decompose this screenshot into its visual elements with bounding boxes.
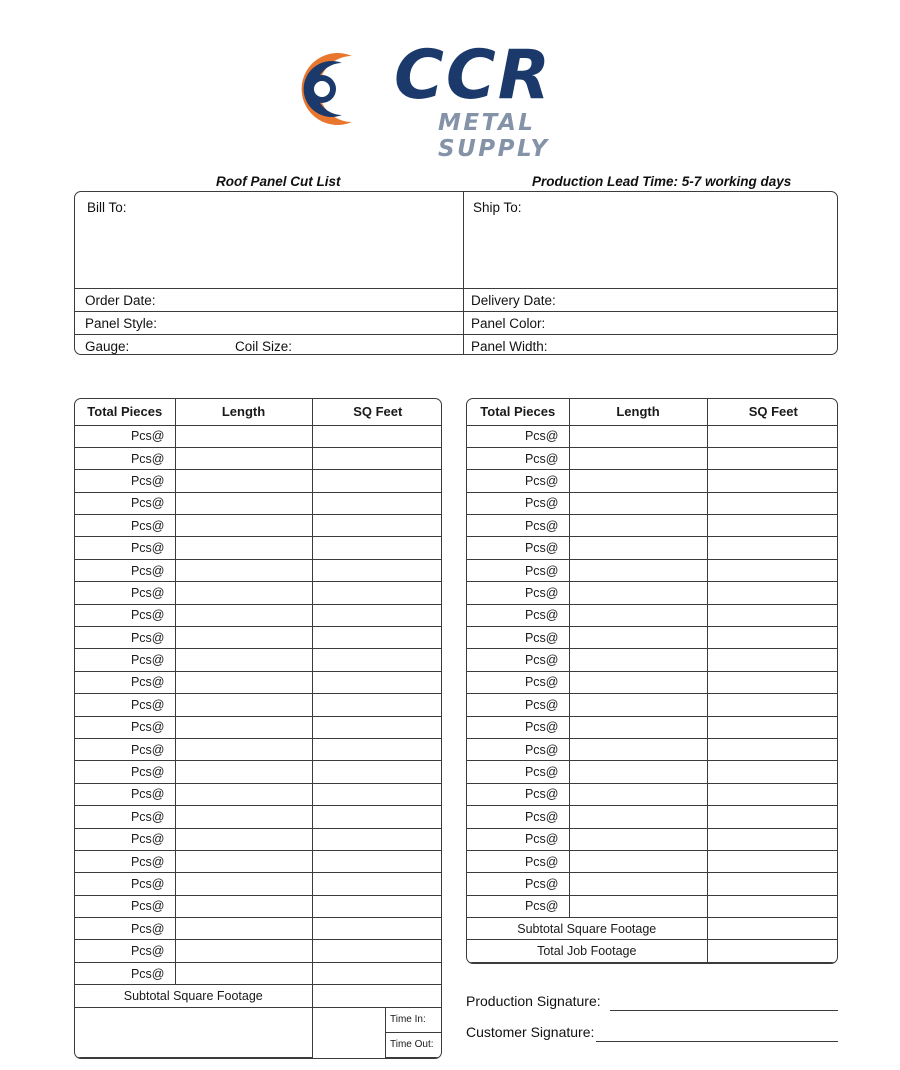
- row-pcs-label: Pcs@: [75, 806, 175, 828]
- row-length-cell[interactable]: [175, 918, 312, 940]
- row-pcs-label: Pcs@: [75, 940, 175, 962]
- row-pcs-label: Pcs@: [467, 582, 569, 604]
- row-pcs-label: Pcs@: [467, 447, 569, 469]
- row-pcs-label: Pcs@: [75, 447, 175, 469]
- row-pcs-label: Pcs@: [75, 873, 175, 895]
- table-row: [75, 716, 442, 738]
- row-pcs-label: Pcs@: [75, 425, 175, 447]
- row-length-cell[interactable]: [569, 582, 707, 604]
- col-sq-feet: SQ Feet: [707, 399, 838, 425]
- row-pcs-label: Pcs@: [75, 515, 175, 537]
- order-date-label: Order Date:: [85, 293, 156, 308]
- table-row: [467, 783, 838, 805]
- row-length-cell[interactable]: [175, 559, 312, 581]
- col-length: Length: [569, 399, 707, 425]
- row-length-cell[interactable]: [569, 515, 707, 537]
- row-sqfeet-cell[interactable]: [707, 492, 838, 514]
- row-pcs-label: Pcs@: [467, 470, 569, 492]
- table-row: [75, 783, 442, 805]
- time-stamp-box: [385, 1007, 442, 1058]
- table-row: [75, 873, 442, 895]
- info-divider-2: [75, 311, 838, 312]
- table-row: [467, 470, 838, 492]
- row-length-cell[interactable]: [569, 447, 707, 469]
- row-pcs-label: Pcs@: [75, 962, 175, 984]
- gauge-label: Gauge:: [85, 339, 130, 354]
- col-total-pieces: Total Pieces: [75, 399, 175, 425]
- row-length-cell[interactable]: [175, 582, 312, 604]
- row-pcs-label: Pcs@: [75, 492, 175, 514]
- row-sqfeet-cell[interactable]: [707, 671, 838, 693]
- table-row: [467, 627, 838, 649]
- panel-style-label: Panel Style:: [85, 316, 158, 331]
- row-pcs-label: Pcs@: [467, 604, 569, 626]
- table-row: [467, 604, 838, 626]
- row-length-cell[interactable]: [569, 783, 707, 805]
- row-length-cell[interactable]: [569, 828, 707, 850]
- total-row: [467, 940, 838, 962]
- row-sqfeet-cell[interactable]: [707, 627, 838, 649]
- row-length-cell[interactable]: [175, 627, 312, 649]
- delivery-date-label: Delivery Date:: [471, 293, 556, 308]
- col-total-pieces: Total Pieces: [467, 399, 569, 425]
- row-length-cell[interactable]: [175, 671, 312, 693]
- row-length-cell[interactable]: [569, 895, 707, 917]
- subtotal-row: [467, 918, 838, 940]
- row-sqfeet-cell[interactable]: [707, 694, 838, 716]
- row-sqfeet-cell[interactable]: [707, 582, 838, 604]
- row-length-cell[interactable]: [569, 806, 707, 828]
- row-sqfeet-cell[interactable]: [312, 806, 442, 828]
- table-row: [75, 761, 442, 783]
- row-length-cell[interactable]: [175, 761, 312, 783]
- table-row: [467, 425, 838, 447]
- subtotal-label: Subtotal Square Footage: [467, 918, 707, 940]
- table-row: [75, 537, 442, 559]
- row-sqfeet-cell[interactable]: [312, 918, 442, 940]
- production-signature-line[interactable]: [610, 1010, 838, 1011]
- time-out-label[interactable]: Time Out:: [386, 1032, 443, 1057]
- row-length-cell[interactable]: [175, 738, 312, 760]
- row-length-cell[interactable]: [175, 649, 312, 671]
- row-length-cell[interactable]: [569, 873, 707, 895]
- row-length-cell[interactable]: [175, 515, 312, 537]
- row-sqfeet-cell[interactable]: [707, 828, 838, 850]
- spacer-cell: [75, 1007, 312, 1057]
- row-sqfeet-cell[interactable]: [312, 940, 442, 962]
- logo-wordmark: [394, 36, 622, 162]
- row-length-cell[interactable]: [175, 828, 312, 850]
- row-length-cell[interactable]: [569, 694, 707, 716]
- row-length-cell[interactable]: [569, 716, 707, 738]
- row-length-cell[interactable]: [175, 850, 312, 872]
- subtotal-value-cell[interactable]: [312, 985, 442, 1007]
- row-pcs-label: Pcs@: [75, 828, 175, 850]
- table-row: [467, 761, 838, 783]
- info-divider-1: [75, 288, 838, 289]
- row-length-cell[interactable]: [569, 537, 707, 559]
- table-row: [75, 559, 442, 581]
- row-pcs-label: Pcs@: [467, 492, 569, 514]
- row-pcs-label: Pcs@: [467, 806, 569, 828]
- production-signature-label: Production Signature:: [466, 993, 601, 1009]
- col-sq-feet: SQ Feet: [312, 399, 442, 425]
- row-length-cell[interactable]: [175, 694, 312, 716]
- row-sqfeet-cell[interactable]: [707, 738, 838, 760]
- table-row: [75, 895, 442, 917]
- table-row: [75, 738, 442, 760]
- row-pcs-label: Pcs@: [75, 783, 175, 805]
- table-row: [75, 828, 442, 850]
- row-sqfeet-cell[interactable]: [312, 761, 442, 783]
- table-row: [467, 447, 838, 469]
- panel-width-label: Panel Width:: [471, 339, 548, 354]
- table-row: [75, 850, 442, 872]
- row-sqfeet-cell[interactable]: [312, 559, 442, 581]
- row-sqfeet-cell[interactable]: [312, 649, 442, 671]
- table-row: [75, 962, 442, 984]
- lead-time-note: Production Lead Time: 5-7 working days: [532, 174, 792, 189]
- row-pcs-label: Pcs@: [75, 649, 175, 671]
- customer-signature-line[interactable]: [596, 1041, 838, 1042]
- row-pcs-label: Pcs@: [467, 425, 569, 447]
- customer-info-box: [74, 191, 838, 355]
- row-length-cell[interactable]: [569, 604, 707, 626]
- row-sqfeet-cell[interactable]: [707, 470, 838, 492]
- row-length-cell[interactable]: [175, 940, 312, 962]
- row-pcs-label: Pcs@: [467, 783, 569, 805]
- table-header-row: [467, 399, 838, 425]
- row-pcs-label: Pcs@: [75, 716, 175, 738]
- row-length-cell[interactable]: [175, 604, 312, 626]
- coil-size-label: Coil Size:: [235, 339, 293, 354]
- logo-tagline: METAL SUPPLY: [438, 110, 550, 162]
- subtotal-value-cell[interactable]: [707, 918, 838, 940]
- table-row: [467, 895, 838, 917]
- cut-list-table-left: [74, 398, 442, 1059]
- row-length-cell[interactable]: [569, 492, 707, 514]
- table-row: [467, 694, 838, 716]
- row-pcs-label: Pcs@: [75, 627, 175, 649]
- total-label: Total Job Footage: [467, 940, 707, 962]
- row-sqfeet-cell[interactable]: [312, 515, 442, 537]
- total-value-cell[interactable]: [707, 940, 838, 962]
- table-row: [467, 671, 838, 693]
- subtotal-row: [75, 985, 442, 1007]
- row-pcs-label: Pcs@: [467, 716, 569, 738]
- row-length-cell[interactable]: [569, 559, 707, 581]
- row-pcs-label: Pcs@: [75, 918, 175, 940]
- row-length-cell[interactable]: [175, 962, 312, 984]
- row-pcs-label: Pcs@: [467, 761, 569, 783]
- row-sqfeet-cell[interactable]: [312, 447, 442, 469]
- row-pcs-label: Pcs@: [467, 850, 569, 872]
- row-sqfeet-cell[interactable]: [312, 582, 442, 604]
- row-pcs-label: Pcs@: [467, 738, 569, 760]
- row-sqfeet-cell[interactable]: [312, 604, 442, 626]
- time-in-label[interactable]: Time In:: [386, 1007, 443, 1032]
- row-length-cell[interactable]: [569, 738, 707, 760]
- row-pcs-label: Pcs@: [75, 895, 175, 917]
- table-row: [467, 649, 838, 671]
- row-sqfeet-cell[interactable]: [312, 783, 442, 805]
- table-row: [467, 537, 838, 559]
- row-length-cell[interactable]: [175, 783, 312, 805]
- table-row: [75, 940, 442, 962]
- row-length-cell[interactable]: [569, 627, 707, 649]
- row-pcs-label: Pcs@: [75, 582, 175, 604]
- row-sqfeet-cell[interactable]: [312, 425, 442, 447]
- row-pcs-label: Pcs@: [467, 694, 569, 716]
- table-row: [75, 582, 442, 604]
- row-pcs-label: Pcs@: [75, 604, 175, 626]
- row-pcs-label: Pcs@: [467, 828, 569, 850]
- table-row: [75, 918, 442, 940]
- row-sqfeet-cell[interactable]: [707, 515, 838, 537]
- row-pcs-label: Pcs@: [75, 850, 175, 872]
- row-sqfeet-cell[interactable]: [707, 537, 838, 559]
- row-pcs-label: Pcs@: [467, 559, 569, 581]
- row-pcs-label: Pcs@: [75, 470, 175, 492]
- table-row: [467, 806, 838, 828]
- row-sqfeet-cell[interactable]: [707, 716, 838, 738]
- ccr-swirl-logo: [282, 46, 378, 132]
- panel-color-label: Panel Color:: [471, 316, 546, 331]
- row-pcs-label: Pcs@: [467, 895, 569, 917]
- row-length-cell[interactable]: [569, 425, 707, 447]
- row-pcs-label: Pcs@: [467, 873, 569, 895]
- table-row: [75, 604, 442, 626]
- row-pcs-label: Pcs@: [467, 627, 569, 649]
- row-pcs-label: Pcs@: [75, 761, 175, 783]
- form-title: Roof Panel Cut List: [216, 174, 341, 189]
- row-length-cell[interactable]: [175, 492, 312, 514]
- table-row: [467, 828, 838, 850]
- row-length-cell[interactable]: [569, 649, 707, 671]
- row-length-cell[interactable]: [175, 895, 312, 917]
- ship-to-label: Ship To:: [473, 200, 522, 215]
- table-row: [75, 515, 442, 537]
- table-row: [75, 806, 442, 828]
- row-sqfeet-cell[interactable]: [312, 962, 442, 984]
- table-row: [467, 873, 838, 895]
- row-length-cell[interactable]: [175, 716, 312, 738]
- info-vertical-divider: [463, 192, 464, 355]
- row-sqfeet-cell[interactable]: [707, 806, 838, 828]
- row-pcs-label: Pcs@: [75, 537, 175, 559]
- row-pcs-label: Pcs@: [467, 649, 569, 671]
- table-row: [75, 492, 442, 514]
- table-row: [467, 850, 838, 872]
- table-row: [75, 694, 442, 716]
- row-pcs-label: Pcs@: [75, 738, 175, 760]
- company-logo: [282, 30, 622, 162]
- info-divider-3: [75, 334, 838, 335]
- customer-signature-label: Customer Signature:: [466, 1024, 595, 1040]
- row-sqfeet-cell[interactable]: [707, 447, 838, 469]
- bill-to-label: Bill To:: [87, 200, 127, 215]
- row-pcs-label: Pcs@: [467, 537, 569, 559]
- row-sqfeet-cell[interactable]: [707, 559, 838, 581]
- col-length: Length: [175, 399, 312, 425]
- table-header-row: [75, 399, 442, 425]
- row-length-cell[interactable]: [569, 470, 707, 492]
- row-sqfeet-cell[interactable]: [312, 627, 442, 649]
- table-row: [467, 738, 838, 760]
- row-pcs-label: Pcs@: [75, 559, 175, 581]
- row-length-cell[interactable]: [569, 850, 707, 872]
- row-sqfeet-cell[interactable]: [312, 850, 442, 872]
- row-sqfeet-cell[interactable]: [707, 783, 838, 805]
- row-sqfeet-cell[interactable]: [312, 828, 442, 850]
- row-pcs-label: Pcs@: [75, 694, 175, 716]
- row-sqfeet-cell[interactable]: [707, 895, 838, 917]
- table-row: [467, 515, 838, 537]
- row-sqfeet-cell[interactable]: [707, 604, 838, 626]
- row-sqfeet-cell[interactable]: [312, 537, 442, 559]
- row-sqfeet-cell[interactable]: [707, 761, 838, 783]
- row-length-cell[interactable]: [175, 447, 312, 469]
- row-pcs-label: Pcs@: [467, 671, 569, 693]
- row-sqfeet-cell[interactable]: [312, 694, 442, 716]
- cut-list-table-right: [466, 398, 838, 964]
- row-length-cell[interactable]: [175, 470, 312, 492]
- row-length-cell[interactable]: [175, 537, 312, 559]
- row-sqfeet-cell[interactable]: [312, 671, 442, 693]
- row-sqfeet-cell[interactable]: [312, 895, 442, 917]
- row-pcs-label: Pcs@: [75, 671, 175, 693]
- row-sqfeet-cell[interactable]: [707, 873, 838, 895]
- row-sqfeet-cell[interactable]: [312, 873, 442, 895]
- logo-brand: CCR: [394, 36, 553, 115]
- table-row: [467, 492, 838, 514]
- table-row: [75, 470, 442, 492]
- table-row: [75, 649, 442, 671]
- row-sqfeet-cell[interactable]: [707, 850, 838, 872]
- row-length-cell[interactable]: [569, 671, 707, 693]
- row-length-cell[interactable]: [569, 761, 707, 783]
- row-sqfeet-cell[interactable]: [312, 738, 442, 760]
- subtotal-label: Subtotal Square Footage: [75, 985, 312, 1007]
- table-row: [467, 716, 838, 738]
- row-sqfeet-cell[interactable]: [312, 470, 442, 492]
- table-row: [75, 425, 442, 447]
- row-sqfeet-cell[interactable]: [312, 492, 442, 514]
- row-sqfeet-cell[interactable]: [707, 425, 838, 447]
- table-row: [467, 559, 838, 581]
- table-row: [75, 671, 442, 693]
- row-length-cell[interactable]: [175, 806, 312, 828]
- table-row: [75, 447, 442, 469]
- row-pcs-label: Pcs@: [467, 515, 569, 537]
- row-length-cell[interactable]: [175, 873, 312, 895]
- table-row: [467, 582, 838, 604]
- row-length-cell[interactable]: [175, 425, 312, 447]
- row-sqfeet-cell[interactable]: [707, 649, 838, 671]
- table-row: [75, 627, 442, 649]
- row-sqfeet-cell[interactable]: [312, 716, 442, 738]
